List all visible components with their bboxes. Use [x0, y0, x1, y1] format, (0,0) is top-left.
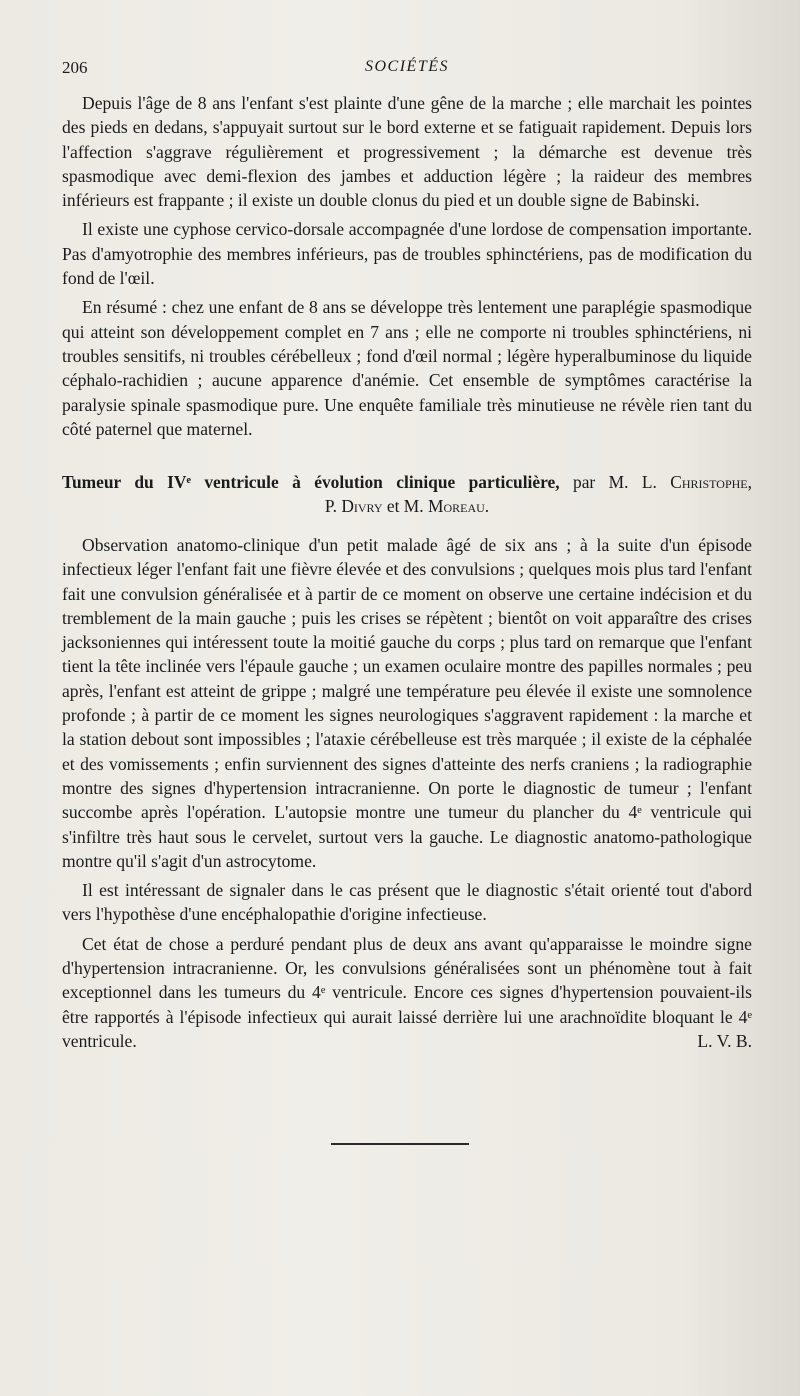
author-initial: P.	[324, 496, 337, 516]
paragraph: Depuis l'âge de 8 ans l'enfant s'est plainte d'une gêne de la marche ; elle marchait les pointes des pieds en dedans, s'appuyait surtout sur le bord externe et se fatiguait rapidement. Depuis lors l'affection s'aggrave régulièrement et progressivement ; la démarche est devenue très spasmodique avec demi-flexion des jambes et adduction légère ; la raideur des membres inférieurs est frappante ; il existe un double clonus du pied et un double signe de Babinski.	[62, 93, 752, 211]
section-divider	[331, 1143, 469, 1145]
signature: L. V. B.	[697, 1030, 752, 1051]
paragraph-text: Cet état de chose a perduré pendant plus de deux ans avant qu'apparaisse le moindre signe d'hypertension intracranienne. Or, les convulsions généralisées sont un phénomène tout à fait exceptionnel dans les tumeurs du 4ᵉ ventricule. Encore ces signes d'hypertension pouvaient-ils être rapportés à l'épisode infectieux qui aurait laissé derrière lui une arachnoïdite bloquant le 4ᵉ ventricule.	[62, 933, 752, 1051]
paragraph: Il existe une cyphose cervico-dorsale accompagnée d'une lordose de compensation importante. Pas d'amyotrophie des membres inférieurs, pas de troubles sphinctériens, pas de modification du fond de l'œil.	[62, 219, 752, 289]
case-report-continuation	[62, 91, 752, 446]
running-head: SOCIÉTÉS	[365, 58, 449, 75]
article-title: Tumeur du IVᵉ ventricule à évolution clinique particulière,	[62, 472, 560, 492]
authors-prefix: par M. L.	[573, 472, 657, 492]
article-heading	[62, 470, 752, 518]
page-header	[62, 58, 752, 82]
authors-connector: et M.	[386, 496, 424, 516]
paragraph-last	[62, 932, 752, 1053]
paragraph: Il est intéressant de signaler dans le cas présent que le diagnostic s'était orienté tout d'abord vers l'hypothèse d'une encéphalopathie d'origine infectieuse.	[62, 880, 752, 925]
author-christophe: Christophe,	[670, 472, 752, 492]
page-number: 206	[62, 58, 88, 77]
author-divry: Divry	[341, 496, 383, 516]
paragraph: En résumé : chez une enfant de 8 ans se développe très lentement une paraplégie spasmodique qui atteint son développement complet en 7 ans ; elle ne comporte ni troubles sphinctériens, ni troubles sensitifs, ni troubles cérébelleux ; fond d'œil normal ; légère hyperalbuminose du liquide céphalo-rachidien ; aucune apparence d'anémie. Cet ensemble de symptômes caractérise la paralysie spinale spasmodique pure. Une enquête familiale très minutieuse ne révèle rien tant du côté paternel que maternel.	[62, 297, 752, 439]
paragraph: Observation anatomo-clinique d'un petit malade âgé de six ans ; à la suite d'un épisode infectieux léger l'enfant fait une fièvre élevée et des convulsions ; quelques mois plus tard l'enfant fait une convulsion généralisée et à partir de ce moment on observe une certaine indécision et du tremblement de la main gauche ; puis les crises se répètent ; bientôt on voit apparaître des crises jacksoniennes qui intéressent toute la moitié gauche du corps ; plus tard on remarque que l'enfant tient la tête inclinée vers l'épaule gauche ; un examen oculaire montre des papilles normales ; peu après, l'enfant est atteint de grippe ; malgré une température peu élevée il existe une somnolence profonde ; à partir de ce moment les signes neurologiques s'aggravent rapidement : la marche et la station debout sont impossibles ; l'ataxie cérébelleuse est très marquée ; il existe de la céphalée et des vomissements ; enfin surviennent des signes d'atteinte des nerfs craniens ; la radiographie montre des signes d'hypertension intracranienne. On porte le diagnostic de tumeur ; l'enfant succombe après l'opération. L'autopsie montre une tumeur du plancher du 4ᵉ ventricule qui s'infiltre très haut sous le cervelet, surtout vers la gauche. Le diagnostic anatomo-pathologique montre qu'il s'agit d'un astrocytome.	[62, 535, 752, 871]
article-body	[62, 533, 752, 1058]
author-moreau: Moreau.	[427, 496, 490, 516]
